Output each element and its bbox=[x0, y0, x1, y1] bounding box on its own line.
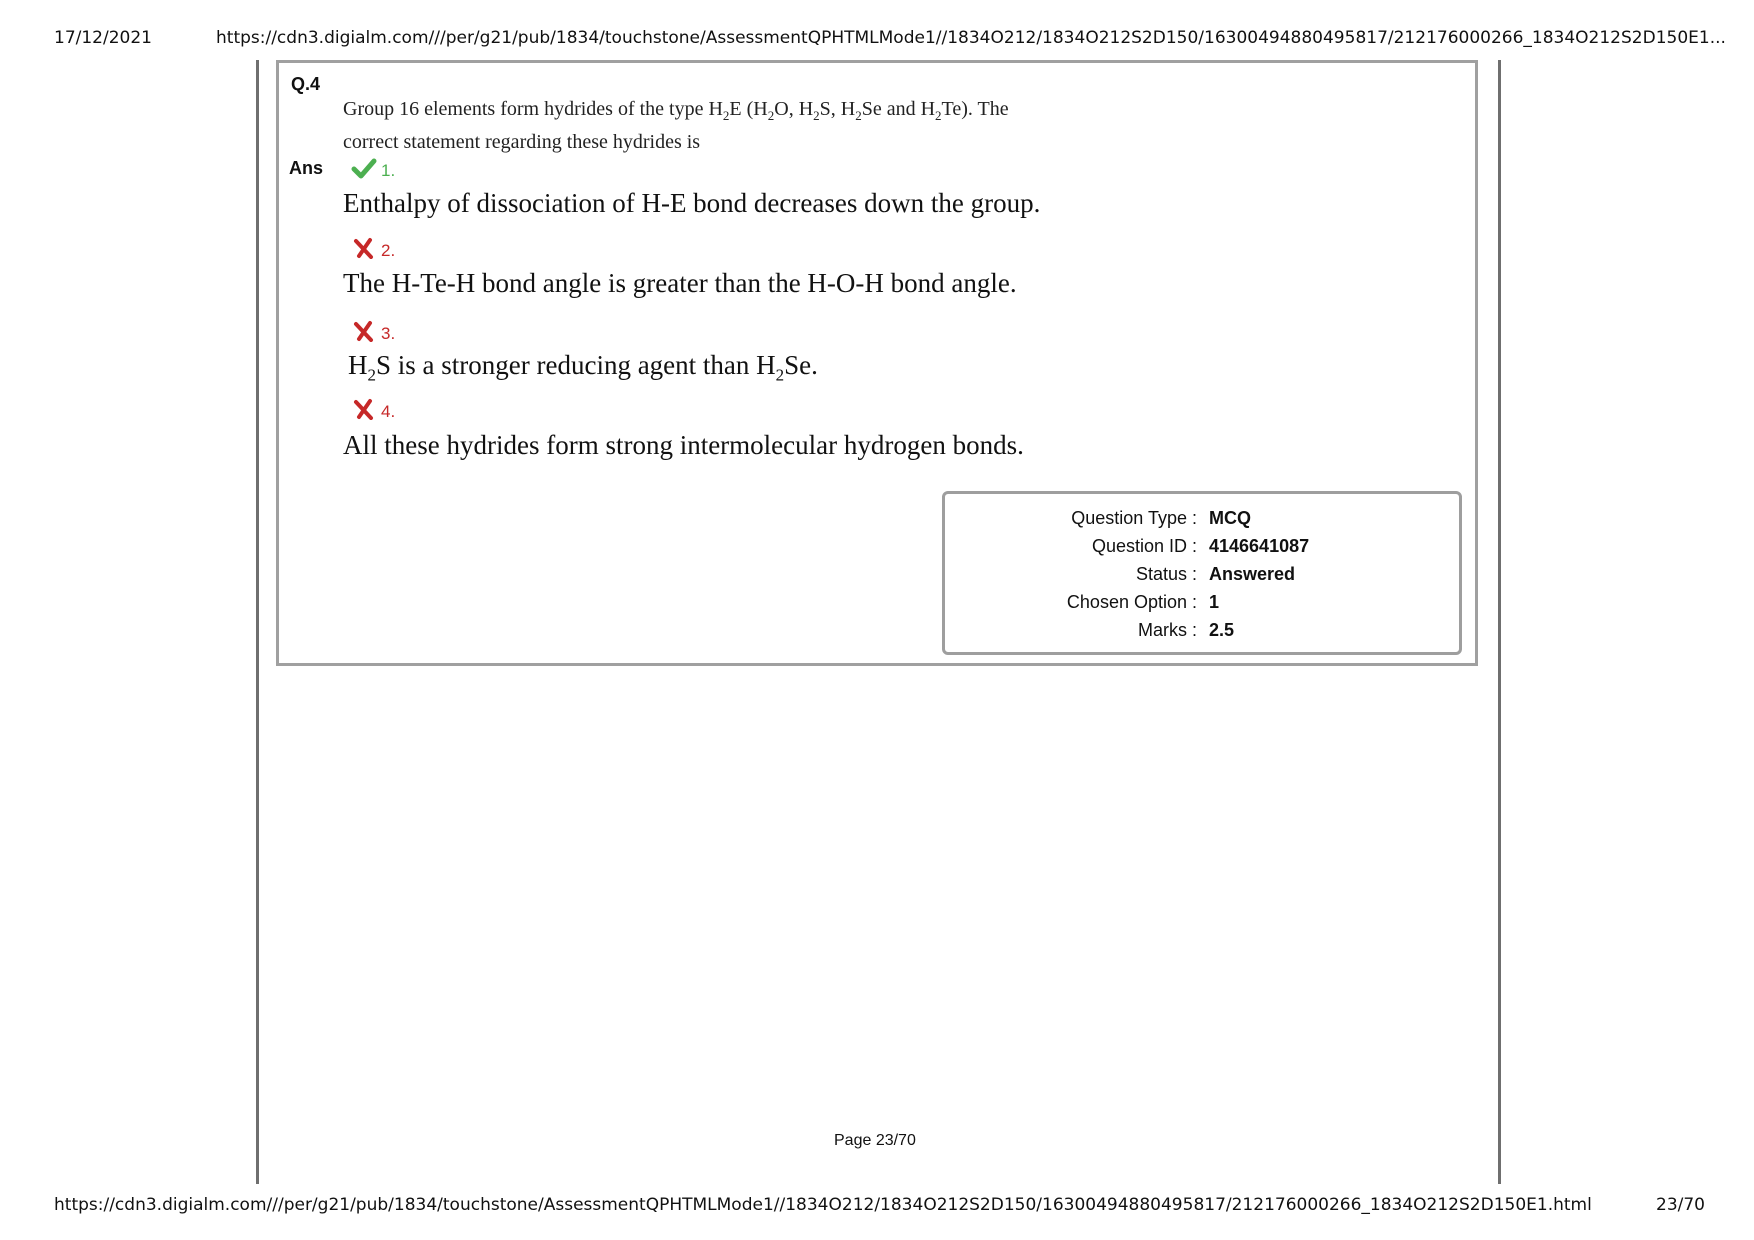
print-date: 17/12/2021 bbox=[54, 28, 152, 48]
status-label: Status : bbox=[1135, 564, 1197, 584]
chosen-option-row bbox=[945, 592, 1459, 620]
question-id-row bbox=[945, 536, 1459, 564]
option-3-number: 3. bbox=[381, 323, 396, 343]
option-4-text: All these hydrides form strong intermolecular hydrogen bonds. bbox=[343, 430, 1024, 460]
option-1-number: 1. bbox=[381, 160, 396, 180]
option-3-marker bbox=[351, 320, 395, 347]
footer-page-counter: 23/70 bbox=[1656, 1195, 1705, 1215]
status-value: Answered bbox=[1209, 564, 1296, 584]
page-number: Page 23/70 bbox=[834, 1132, 916, 1149]
option-2-text: The H-Te-H bond angle is greater than the H-O-H bond angle. bbox=[343, 268, 1017, 298]
option-3-text: $H_2S$ is a stronger reducing agent than $H_2Se$. bbox=[348, 350, 818, 385]
chosen-option-label: Chosen Option : bbox=[1066, 592, 1197, 612]
question-info-box bbox=[942, 491, 1462, 655]
option-1-marker bbox=[351, 157, 395, 184]
question-text-line-1: Group 16 elements form hydrides of the type $H_2E$ ($H_2O$, $H_2S$, $H_2Se$ and $H_2Te$). The bbox=[343, 98, 1009, 123]
question-type-row bbox=[945, 508, 1459, 536]
cross-icon bbox=[351, 320, 381, 347]
header-url: https://cdn3.digialm.com///per/g21/pub/1834/touchstone/AssessmentQPHTMLMode1//1834O212/1834O212S2D150/16300494880495817/212176000266_1834O212S2D150E1... bbox=[216, 28, 1726, 48]
answer-label: Ans bbox=[289, 158, 324, 178]
cross-icon bbox=[351, 398, 381, 425]
question-id-value: 4146641087 bbox=[1209, 536, 1310, 556]
left-page-border bbox=[256, 60, 259, 1184]
check-icon bbox=[351, 157, 381, 184]
marks-label: Marks : bbox=[1137, 620, 1197, 640]
right-page-border bbox=[1498, 60, 1501, 1184]
option-4-number: 4. bbox=[381, 401, 396, 421]
marks-value: 2.5 bbox=[1209, 620, 1235, 640]
marks-row bbox=[945, 620, 1459, 648]
chosen-option-value: 1 bbox=[1209, 592, 1220, 612]
option-2-number: 2. bbox=[381, 240, 396, 260]
question-id-label: Question ID : bbox=[1091, 536, 1197, 556]
question-type-value: MCQ bbox=[1209, 508, 1251, 528]
option-1-text: Enthalpy of dissociation of H-E bond decreases down the group. bbox=[343, 188, 1041, 218]
question-text-line-2: correct statement regarding these hydrides is bbox=[343, 131, 701, 153]
question-text bbox=[343, 96, 1163, 155]
question-type-label: Question Type : bbox=[1071, 508, 1197, 528]
status-row bbox=[945, 564, 1459, 592]
option-4-marker bbox=[351, 398, 395, 425]
option-2-marker bbox=[351, 237, 395, 264]
question-number: Q.4 bbox=[291, 74, 321, 94]
cross-icon bbox=[351, 237, 381, 264]
footer-url: https://cdn3.digialm.com///per/g21/pub/1834/touchstone/AssessmentQPHTMLMode1//1834O212/1834O212S2D150/16300494880495817/212176000266_1834O212S2D150E1.html bbox=[54, 1195, 1592, 1215]
